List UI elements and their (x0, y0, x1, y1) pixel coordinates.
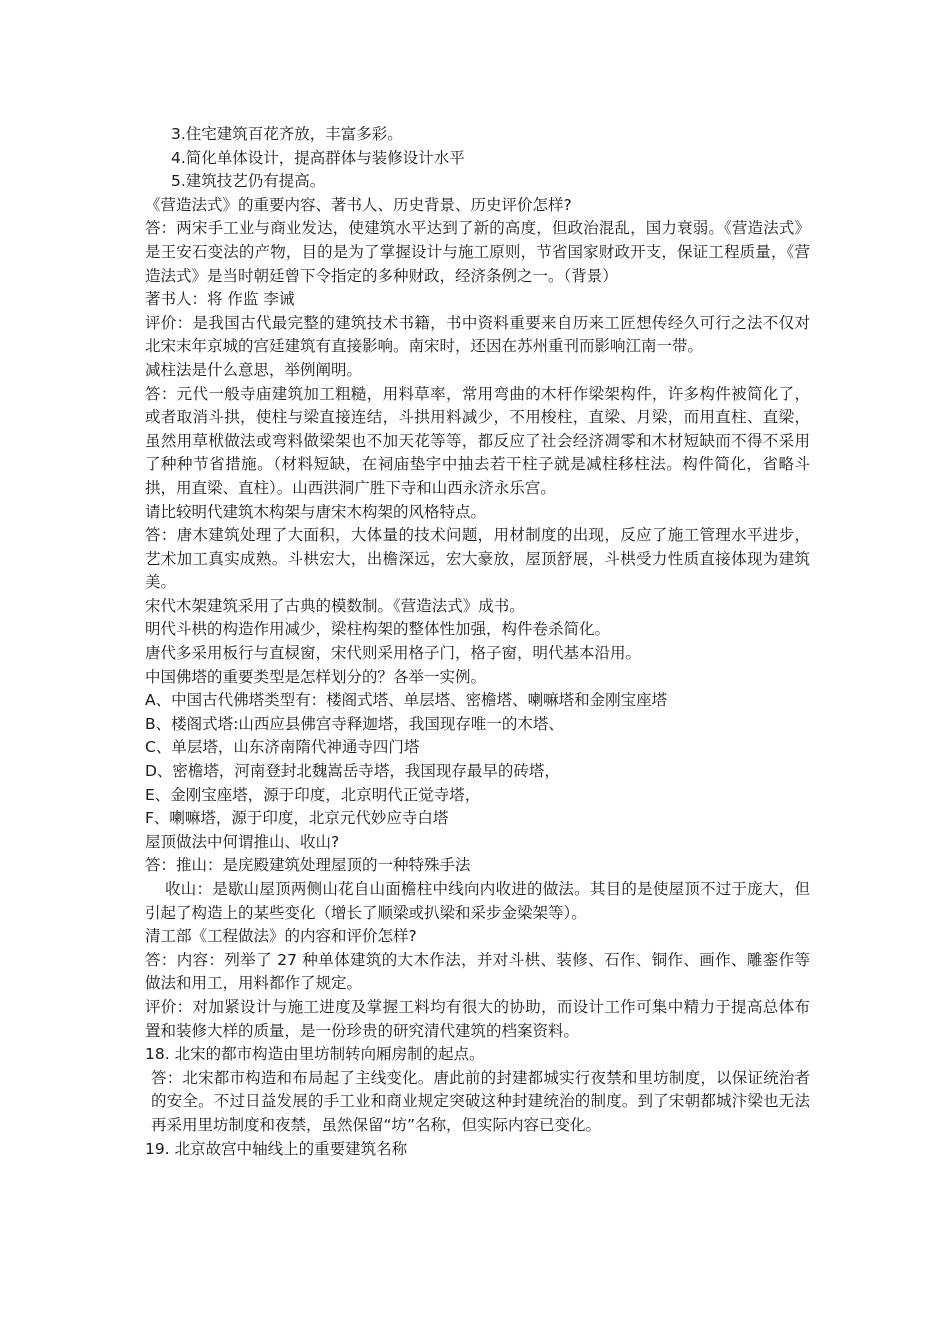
text-line: 宋代木架建筑采用了古典的模数制。《营造法式》成书。 (145, 596, 525, 615)
answer-paragraph: 答：元代一般寺庙建筑加工粗糙，用料草率，常用弯曲的木杆作梁架构件，许多构件被简化了，或者取消斗拱，使柱与梁直接连结，斗拱用料减少，不用梭柱，直梁、月梁，而用直柱、直梁，虽然用草栿做法或弯料做梁架也不加天花等等，都反应了社会经济凋零和木材短缺而不得不采用了种种节省措施。（材料短缺，在祠庙垫宇中抽去若干柱子就是减柱移柱法。构件简化，省略斗拱，用直梁、直柱）。山西洪洞广胜下寺和山西永济永乐宫。 (145, 384, 810, 497)
question-heading: 中国佛塔的重要类型是怎样划分的？各举一实例。 (145, 667, 487, 686)
answer-paragraph: 收山：是歇山屋顶两侧山花自山面檐柱中线向内收进的做法。其目的是使屋顶不过于庞大，但引起了构造上的某些变化（增长了顺梁或扒梁和采步金梁架等）。 (145, 880, 810, 922)
question-heading: 请比较明代建筑木构架与唐宋木构架的风格特点。 (145, 502, 487, 521)
answer-paragraph: 答：内容：列举了 27 种单体建筑的大木作法，并对斗栱、装修、石作、铜作、画作、雕銮作等做法和用工，用料都作了规定。 (145, 950, 810, 993)
list-item: 3.住宅建筑百花齐放，丰富多彩。 (171, 125, 403, 143)
text-line: 明代斗栱的构造作用减少，梁柱构架的整体性加强，构件卷杀简化。 (145, 620, 611, 639)
question-heading: 减柱法是什么意思，举例阐明。 (145, 360, 363, 379)
question-heading: 清工部《工程做法》的内容和评价怎样? (145, 927, 417, 946)
evaluation-paragraph: 评价：对加紧设计与施工进度及掌握工料均有很大的协助，而设计工作可集中精力于提高总体布置和装修大样的质量，是一份珍贵的研究清代建筑的档案资料。 (145, 997, 810, 1040)
evaluation-paragraph: 评价：是我国古代最完整的建筑技术书籍，书中资料重要来自历来工匠想传经久可行之法不仅对北宋末年京城的宫廷建筑有直接影响。南宋时，还因在苏州重刊而影响江南一带。 (145, 313, 810, 356)
answer-paragraph: 答：北宋都市构造和布局起了主线变化。唐此前的封建都城实行夜禁和里坊制度，以保证统治者的安全。不过日益发展的手工业和商业规定突破这种封建统治的制度。到了宋朝都城汴梁也无法再采用里坊制度和夜禁，虽然保留“坊”名称，但实际内容已变化。 (151, 1068, 810, 1134)
list-item: E、金刚宝座塔，源于印度，北京明代正觉寺塔， (145, 785, 481, 804)
list-item: D、密檐塔，河南登封北魏嵩岳寺塔，我国现存最早的砖塔， (145, 762, 560, 781)
list-item: A、中国古代佛塔类型有：楼阁式塔、单层塔、密檐塔、喇嘛塔和金刚宝座塔 (145, 691, 668, 710)
list-item: C、单层塔，山东济南隋代神通寺四门塔 (145, 738, 420, 757)
list-item: B、楼阁式塔:山西应县佛宫寺释迦塔，我国现存唯一的木塔、 (145, 714, 564, 733)
question-heading: 18. 北宋的都市构造由里坊制转向厢房制的起点。 (145, 1045, 485, 1064)
document-body (145, 123, 810, 1161)
answer-paragraph: 答：两宋手工业与商业发达，使建筑水平达到了新的高度，但政治混乱，国力衰弱。《营造法式》是王安石变法的产物，目的是为了掌握设计与施工原则，节省国家财政开支，保证工程质量，《营造法式》是当时朝廷曾下令指定的多种财政，经济条例之一。（背景） (145, 219, 810, 285)
answer-paragraph: 答：推山：是庑殿建筑处理屋顶的一种特殊手法 (145, 856, 471, 875)
text-line: 唐代多采用板行与直棂窗，宋代则采用格子门，格子窗，明代基本沿用。 (145, 644, 642, 663)
answer-paragraph: 答：唐木建筑处理了大面积，大体量的技术问题，用材制度的出现，反应了施工管理水平进步，艺术加工真实成熟。斗栱宏大，出檐深远，宏大豪放，屋顶舒展，斗栱受力性质直接体现为建筑美。 (145, 526, 810, 592)
question-heading: 19. 北京故宫中轴线上的重要建筑名称 (145, 1139, 408, 1158)
list-item: F、喇嘛塔，源于印度，北京元代妙应寺白塔 (145, 809, 449, 828)
list-item: 4.简化单体设计，提高群体与装修设计水平 (171, 148, 465, 167)
question-heading: 屋顶做法中何谓推山、收山? (145, 832, 340, 851)
question-heading: 《营造法式》的重要内容、著书人、历史背景、历史评价怎样? (145, 195, 572, 214)
list-item: 5.建筑技艺仍有提高。 (171, 172, 326, 191)
author-line: 著书人：将 作监 李诫 (145, 290, 295, 309)
